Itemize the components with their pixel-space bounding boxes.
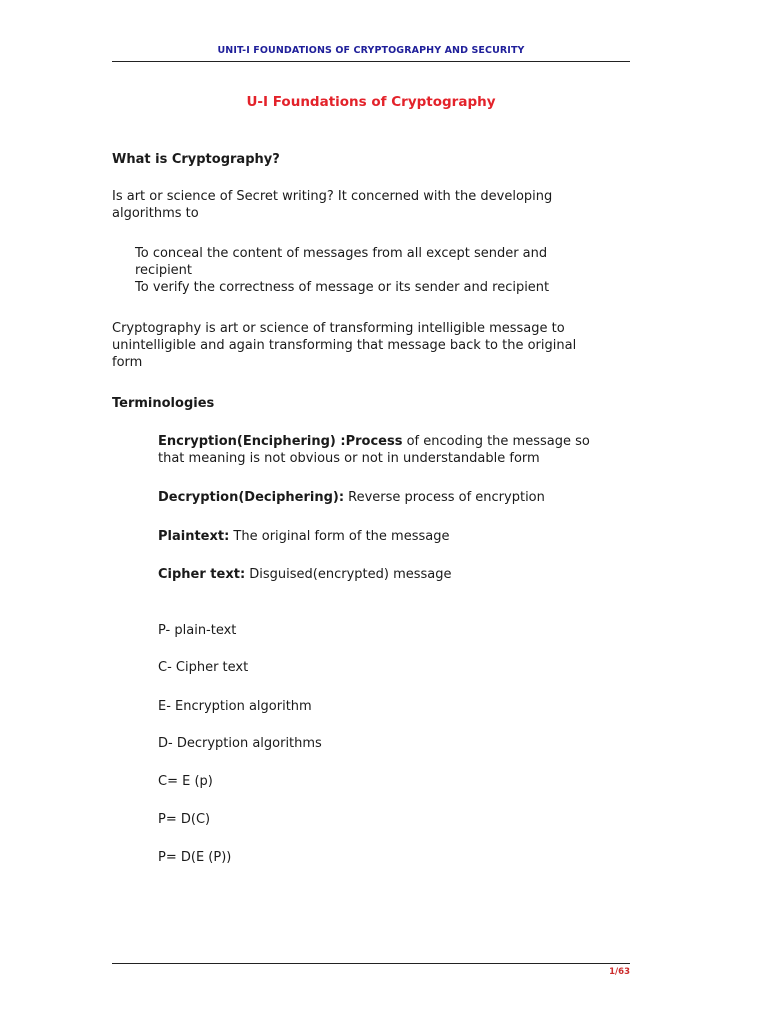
footer-divider xyxy=(112,963,630,964)
list-item: To verify the correctness of message or its sender and recipient xyxy=(135,280,550,295)
notation-formula: P= D(C) xyxy=(158,812,211,827)
notation-item: E- Encryption algorithm xyxy=(158,699,312,714)
term-encryption xyxy=(158,433,590,467)
definition-paragraph xyxy=(112,320,576,371)
term-decryption xyxy=(158,489,545,506)
header-divider xyxy=(112,61,630,62)
running-header: UNIT-I FOUNDATIONS OF CRYPTOGRAPHY AND SECURITY xyxy=(217,45,525,56)
term-plaintext xyxy=(158,528,449,545)
term-definition-continued: that meaning is not obvious or not in understandable form xyxy=(158,451,540,466)
page-number: 1/63 xyxy=(609,967,630,977)
definition-line: Cryptography is art or science of transforming intelligible message to xyxy=(112,321,565,336)
term-label: Encryption(Enciphering) :Process xyxy=(158,434,403,449)
term-definition: Reverse process of encryption xyxy=(344,490,545,505)
intro-line: Is art or science of Secret writing? It concerned with the developing xyxy=(112,189,553,204)
purpose-list xyxy=(135,245,549,296)
intro-paragraph xyxy=(112,188,552,222)
notation-item: C- Cipher text xyxy=(158,660,249,675)
notation-formula: P= D(E (P)) xyxy=(158,850,232,865)
notation-item: P- plain-text xyxy=(158,623,237,638)
term-label: Plaintext: xyxy=(158,529,230,544)
section-heading-what-is-cryptography: What is Cryptography? xyxy=(112,152,280,167)
intro-line: algorithms to xyxy=(112,206,199,221)
term-cipher-text xyxy=(158,566,452,583)
notation-item: D- Decryption algorithms xyxy=(158,736,322,751)
notation-formula: C= E (p) xyxy=(158,774,213,789)
definition-line: form xyxy=(112,355,143,370)
term-definition: The original form of the message xyxy=(229,529,450,544)
term-definition: Disguised(encrypted) message xyxy=(245,567,452,582)
term-label: Decryption(Deciphering): xyxy=(158,490,345,505)
section-heading-terminologies: Terminologies xyxy=(112,396,215,411)
list-item: To conceal the content of messages from all except sender and xyxy=(135,246,548,261)
list-item: recipient xyxy=(135,263,193,278)
term-label: Cipher text: xyxy=(158,567,246,582)
document-title: U-I Foundations of Cryptography xyxy=(246,94,496,110)
definition-line: unintelligible and again transforming that message back to the original xyxy=(112,338,577,353)
term-line xyxy=(158,433,590,450)
term-definition: of encoding the message so xyxy=(402,434,590,449)
